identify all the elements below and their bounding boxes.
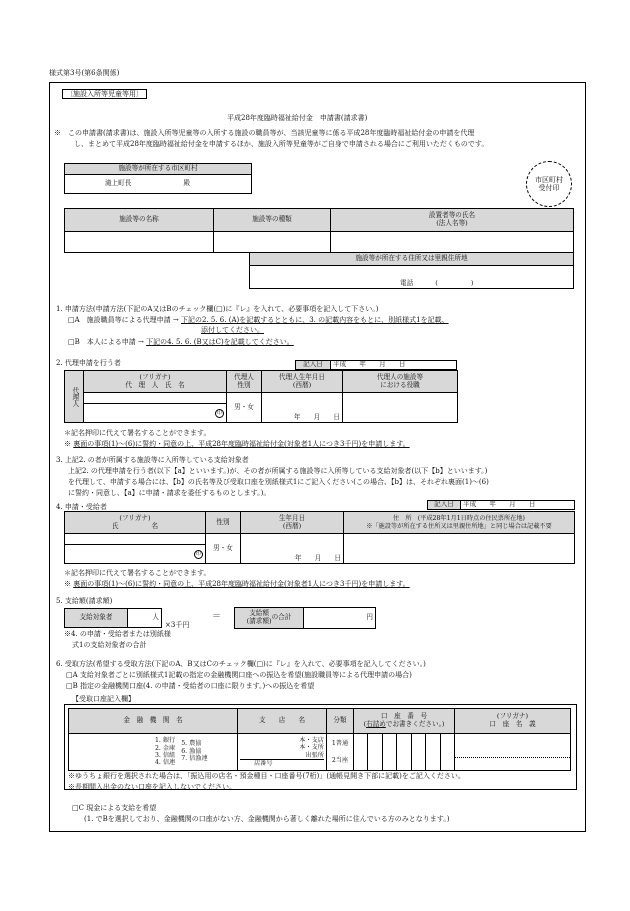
s6-option-c[interactable]: □C 現金による支給を希望	[72, 804, 157, 812]
facility-type-field[interactable]	[214, 232, 331, 253]
s1-option-a[interactable]: □A 施設職員等による代理申請 →	[68, 316, 179, 324]
s4-note-2: 裏面の事項(1)～(6)に誓約・同意の上、平成28年度臨時福祉給付金(対象者1人につき3千円)を申請します。	[73, 580, 410, 588]
s1-option-b[interactable]: □B 本人による申請 →	[68, 338, 144, 346]
s6-option-a[interactable]: □A 支給対象者ごとに別紙様式1記載の指定の金融機関口座への振込を希望(施設職員等による代理申請の場合)	[66, 671, 412, 679]
bank-field[interactable]: 1. 銀行 2. 金庫 3. 信組 4. 信連 5. 農協 6. 漁協 7. 信漁連	[69, 734, 238, 771]
type-field[interactable]: 1普通 2当座	[327, 734, 354, 771]
s5-note-1: ※4. の申請・受給者または別紙様	[64, 630, 171, 638]
phone-paren: ( )	[435, 279, 474, 288]
stamp-line-1: 市区町村	[535, 175, 563, 184]
intro-line-1: ※ この申請書(請求書)は、施設入所等児童等の入所する施設の職員等が、当該児童等に係る平成28年度臨時福祉給付金の申請を代理	[54, 129, 475, 137]
facility-owner-field[interactable]	[331, 232, 574, 253]
municipality-name: 滝上町長	[105, 179, 132, 188]
s5-note-2: 式1の支給対象者の合計	[72, 641, 147, 649]
reception-stamp	[526, 161, 572, 207]
applicant-name-field[interactable]	[65, 545, 206, 564]
proxy-dob-field[interactable]: 年 月 日	[262, 393, 343, 423]
proxy-name-header: (フリガナ) 代 理 人 氏 名	[84, 371, 227, 393]
proxy-sex-field[interactable]: 男・女	[227, 393, 262, 423]
proxy-table	[64, 370, 458, 423]
proxy-role-header: 代理人の施設等 における役職	[343, 371, 458, 393]
form-id: 様式第3号(第6条関係)	[49, 69, 120, 77]
municipality-box	[64, 163, 252, 194]
s2-note-2-mark: ※	[64, 440, 71, 448]
applicant-furigana-field[interactable]	[65, 534, 206, 545]
facility-address-table	[249, 252, 574, 289]
stamp-line-2: 受付印	[538, 184, 560, 192]
holder-field[interactable]	[455, 734, 571, 771]
s4-note-2-mark: ※	[64, 580, 71, 588]
s4-note-1: ＊記名押印に代えて署名することができます。	[64, 569, 211, 577]
form-tag: 〔施設入所等児童等用〕	[62, 89, 147, 99]
applicant-name-header: (フリガナ) 氏 名	[65, 512, 206, 534]
s5-times: ×3千円	[165, 621, 190, 629]
account-box-label: 【受取口座記入欄】	[72, 695, 135, 703]
s1-option-a-note-2: 添付してください。	[201, 326, 264, 334]
s5-total-box	[234, 607, 376, 629]
s3-heading: 3. 上記2. の者が所属する施設等に入所等している支給対象者	[56, 456, 249, 464]
s4-date-value[interactable]: 平成 年 月 日	[461, 501, 575, 510]
s6-heading: 6. 受取方法(希望する受取方法(下記のA、B又はCのチェック欄(□)に『レ』を入れて、必要事項を記入してください。)	[56, 660, 426, 668]
account-number-field[interactable]	[354, 734, 455, 771]
proxy-sex-header: 代理人 性別	[227, 371, 262, 393]
applicant-table	[64, 511, 575, 564]
s6-note-2: ※長期間入出金のない口座を記入しないでください。	[68, 783, 236, 791]
seal-mark-icon: 印	[216, 409, 222, 416]
seal-mark-icon: 印	[195, 550, 201, 557]
s4-date-label: 記入日	[428, 501, 461, 510]
branch-field[interactable]: 本・支店 本・支所 出張所 店番号	[238, 734, 327, 771]
phone-label: 電話	[400, 279, 414, 288]
s5-total-field[interactable]: 円	[304, 608, 376, 629]
facility-table	[64, 208, 574, 253]
s1-option-a-note: 下記の2. 5. 6. (A)を記載するとともに、3. の記載内容をもとに、別紙様式1を記載、	[181, 316, 449, 324]
facility-address-header: 施設等が所在する住所又は里親住所地	[250, 253, 574, 266]
municipality-header: 施設等が所在する市区町村	[65, 164, 252, 175]
s3-line-2: を代理して、申請する場合には、【b】の氏名等及び受取口座を別紙様式1にご記入ください(この場合、【b】は、それぞれ裏面(1)～(6)	[68, 478, 489, 486]
s2-date-value[interactable]: 平成 年 月 日	[331, 361, 457, 370]
applicant-dob-header: 生年月日 (西暦)	[241, 512, 344, 534]
applicant-dob-field[interactable]: 年 月 日	[241, 534, 344, 564]
facility-address-field[interactable]	[250, 266, 574, 289]
proxy-role-field[interactable]	[343, 393, 458, 423]
s6-note-1: ※ゆうちょ銀行を選択された場合は、「振込用の店名・預金種目・口座番号(7桁)」(通帳見開き下部に記載)をご記入ください。	[68, 772, 465, 780]
applicant-address-header: 住 所 (平成28年1月1日時点の住民票所在地) ※「施設等が所在する住所又は里親住所地」と同じ場合は記載不要	[344, 512, 575, 534]
applicant-sex-field[interactable]: 男・女	[206, 534, 241, 564]
s5-equals: ＝	[212, 612, 222, 622]
s1-option-b-note: 下記の4. 5. 6. (B又はC)を記載してください。	[146, 338, 294, 346]
s4-heading: 4. 申請・受給者	[56, 503, 107, 511]
s2-note-1: ＊記名押印に代えて署名することができます。	[64, 429, 211, 437]
facility-name-field[interactable]	[65, 232, 214, 253]
s2-date-box	[295, 360, 457, 370]
facility-type-header: 施設等の種類	[214, 209, 331, 232]
municipality-honorific: 殿	[183, 179, 191, 188]
facility-owner-header: 設置者等の氏名 (法人名等)	[331, 209, 574, 232]
s5-count-field[interactable]: 人	[128, 609, 162, 628]
proxy-side-label: 代理人	[65, 371, 84, 423]
s2-heading: 2. 代理申請を行う者	[56, 359, 121, 367]
proxy-dob-header: 代理人生年月日 (西暦)	[262, 371, 343, 393]
applicant-sex-header: 性別	[206, 512, 241, 534]
s5-count-box	[64, 608, 162, 628]
s5-heading: 5. 支給額(請求額)	[56, 597, 113, 605]
s5-count-label: 支給対象者	[65, 609, 128, 628]
s6-option-c-note: (1. でBを選択しており、金融機関の口座がない方、金融機関から著しく離れた場所に住んでいる方のみとなります。)	[84, 815, 450, 823]
s3-line-3: に誓約・同意し、【a】に申請・請求を委任するものとします。)。	[68, 489, 271, 497]
s2-date-label: 記入日	[296, 361, 331, 370]
applicant-address-field[interactable]	[344, 534, 575, 564]
proxy-name-field[interactable]	[84, 404, 227, 423]
s3-line-1: 上記2. の代理申請を行う者(以下【a】といいます。)が、その者が所属する施設等に入所等している支給対象者(以下【b】といいます。)	[68, 467, 488, 475]
s6-option-b[interactable]: □B 指定の金融機関口座(4. の申請・受給者の口座に限ります。)への振込を希望	[66, 682, 315, 690]
branch-header: 支 店 名	[238, 709, 327, 734]
s4-date-box	[427, 500, 575, 510]
s2-note-2: 裏面の事項(1)～(6)に誓約・同意の上、平成28年度臨時福祉給付金(対象者1人につき3千円)を申請します。	[73, 440, 410, 448]
s5-total-label: 支給額 (請求額) の合計	[235, 608, 304, 629]
account-table	[68, 708, 571, 771]
bank-header: 金 融 機 関 名	[69, 709, 238, 734]
intro-line-2: し、まとめて平成28年度臨時福祉給付金を申請するほか、施設入所等児童等がご自身で申請される場合にご利用いただくものです。	[74, 140, 489, 148]
s1-heading: 1. 申請方法(申請方法(下記のA又はBのチェック欄(□)に『レ』を入れて、必要事項を記入して下さい。)	[56, 305, 379, 313]
form-title: 平成28年度臨時福祉給付金 申請書(請求書)	[227, 114, 368, 122]
proxy-furigana-field[interactable]	[84, 393, 227, 404]
holder-header: (フリガナ) 口 座 名 義	[455, 709, 571, 734]
type-header: 分類	[327, 709, 354, 734]
facility-name-header: 施設等の名称	[65, 209, 214, 232]
account-number-header: 口 座 番 号 (右詰めでお書きください。)	[354, 709, 455, 734]
